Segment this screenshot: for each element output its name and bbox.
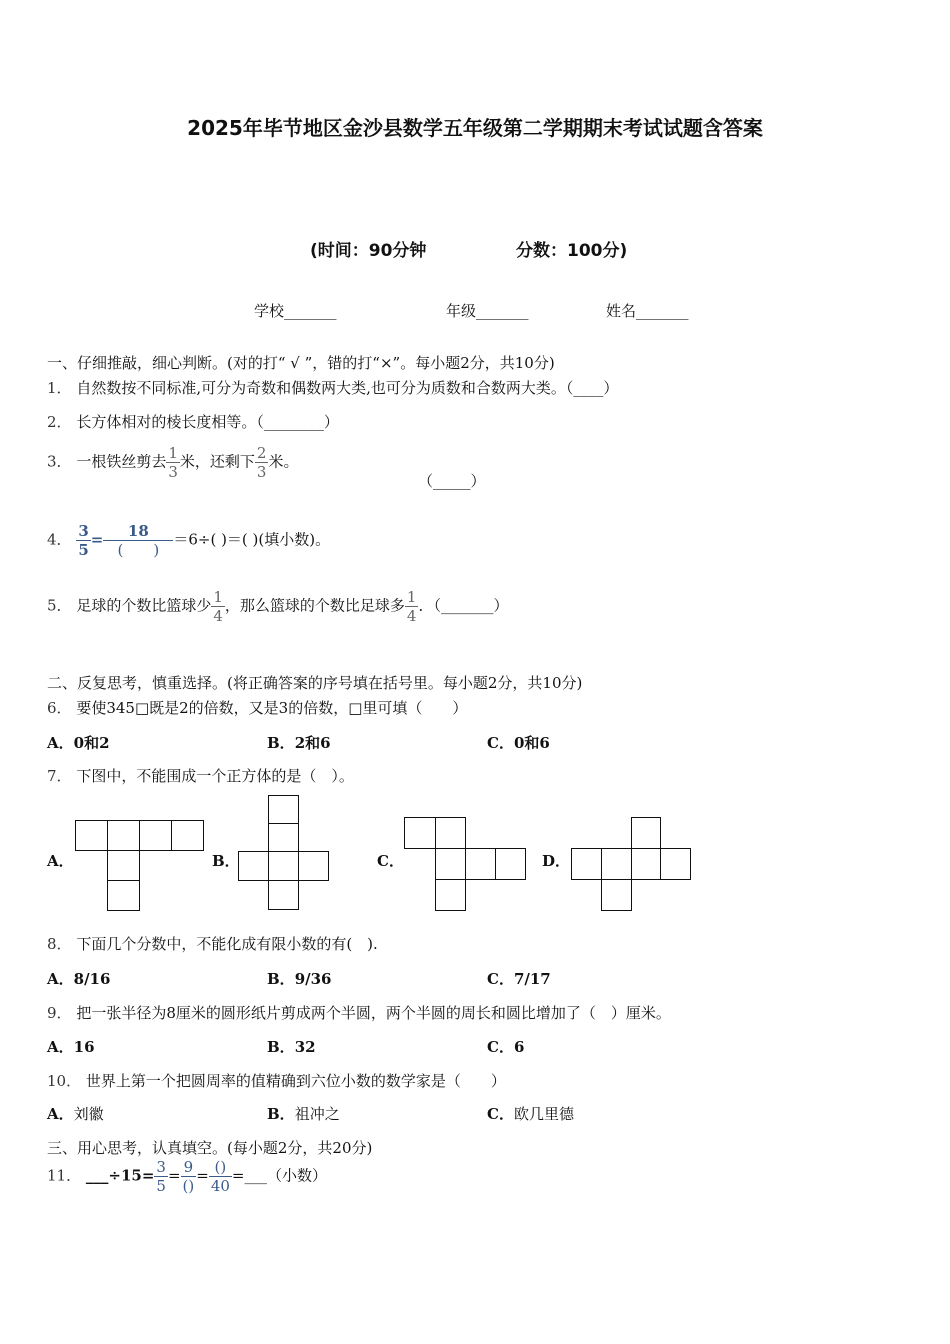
question-7 [47,765,354,786]
option-c[interactable]: C．0和6 [487,734,550,752]
section-1-heading: 一、仔细推敲，细心判断。(对的打“ √ ”，错的打“×”。每小题2分，共10分) [47,354,555,372]
question-number: 3． [47,452,72,471]
question-number: 8． [47,935,72,953]
question-text-pre: 足球的个数比篮球少 [76,596,212,615]
question-1 [47,377,618,398]
question-number: 11． [47,1166,82,1185]
option-a[interactable]: A．16 [47,1038,95,1056]
option-a[interactable]: A．刘徽 [47,1105,104,1123]
question-text: 世界上第一个把圆周率的值精确到六位小数的数学家是（ ） [85,1072,506,1090]
question-9 [47,1002,671,1023]
cube-net-a [75,820,205,912]
fraction: $\frac{9}{()}$ [182,1158,195,1195]
option-b[interactable]: B．2和6 [267,734,331,752]
page-title: 2025年毕节地区金沙县数学五年级第二学期期末考试试题含答案 [187,116,763,140]
question-10 [47,1070,506,1091]
question-text-post: ．（_______） [418,596,509,615]
option-a-label[interactable]: A． [47,852,74,870]
question-text: 下面几个分数中，不能化成有限小数的有( ). [76,935,378,953]
fraction: $\frac{1}{4}$ [213,588,223,625]
fraction: $\frac{3}{5}$ [78,522,89,559]
equals-sign: = [167,1166,181,1185]
cube-net-d [571,817,693,913]
equals-sign: = [90,530,104,549]
option-b-label[interactable]: B． [212,852,240,870]
fraction: $\frac{2}{3}$ [256,444,267,481]
grade-field: 年级_______ [446,302,529,320]
option-d-label[interactable]: D． [542,852,571,870]
cube-net-b [238,795,330,913]
option-c[interactable]: C．欧几里德 [487,1105,574,1123]
question-number: 10． [47,1072,82,1090]
question-number: 9． [47,1004,72,1022]
option-a[interactable]: A．8/16 [47,970,111,988]
section-2-heading: 二、反复思考，慎重选择。(将正确答案的序号填在括号里。每小题2分，共10分) [47,674,583,692]
question-text-pre: ___÷15= [85,1166,155,1185]
question-text: 下图中，不能围成一个正方体的是（ ）。 [76,767,354,785]
school-field: 学校_______ [254,302,337,320]
question-text-mid: ，那么篮球的个数比足球多 [224,596,405,615]
question-number: 4． [47,530,72,549]
option-b[interactable]: B．9/36 [267,970,332,988]
option-b[interactable]: B．祖冲之 [267,1105,340,1123]
question-text-post: ＝6÷( )＝( )(填小数)。 [173,530,331,549]
cube-net-c [404,817,528,913]
question-text: 自然数按不同标准,可分为奇数和偶数两大类,也可分为质数和合数两大类。（____） [76,379,619,397]
question-text-post: =___（小数） [231,1166,327,1185]
question-number: 1． [47,379,72,397]
fraction: $\frac{()}{40}$ [210,1158,230,1195]
option-c-label[interactable]: C． [377,852,404,870]
question-number: 2． [47,413,72,431]
equals-sign: = [196,1166,209,1185]
option-c[interactable]: C．7/17 [487,970,551,988]
exam-time: (时间：90分钟 [310,241,427,261]
section-3-heading: 三、用心思考，认真填空。(每小题2分，共20分) [47,1139,373,1157]
fraction: $\frac{1}{3}$ [168,444,178,481]
option-c[interactable]: C．6 [487,1038,525,1056]
question-text: 长方体相对的棱长度相等。（________） [76,413,339,431]
answer-blank: （_____） [418,472,486,490]
question-number: 7． [47,767,72,785]
question-5 [47,588,508,625]
question-6 [47,697,467,718]
fraction: $\frac{3}{5}$ [156,1158,166,1195]
question-number: 6． [47,699,72,717]
name-field: 姓名_______ [606,302,689,320]
option-a[interactable]: A．0和2 [47,734,110,752]
question-8 [47,933,378,954]
question-3 [47,444,298,481]
question-number: 5． [47,596,72,615]
question-text: 把一张半径为8厘米的圆形纸片剪成两个半圆，两个半圆的周长和圆比增加了（ ）厘米。 [76,1004,671,1022]
question-text-mid: 米，还剩下 [179,452,255,471]
question-4 [47,522,330,559]
question-text-pre: 一根铁丝剪去 [76,452,167,471]
fraction-blank: $\frac{18}{( )}$ [103,522,173,559]
question-2 [47,411,339,432]
question-text-post: 米。 [268,452,299,471]
exam-score: 分数：100分) [516,241,628,261]
question-text: 要使345□既是2的倍数，又是3的倍数，□里可填（ ） [76,699,468,717]
question-11 [47,1158,327,1195]
fraction: $\frac{1}{4}$ [406,588,417,625]
option-b[interactable]: B．32 [267,1038,316,1056]
